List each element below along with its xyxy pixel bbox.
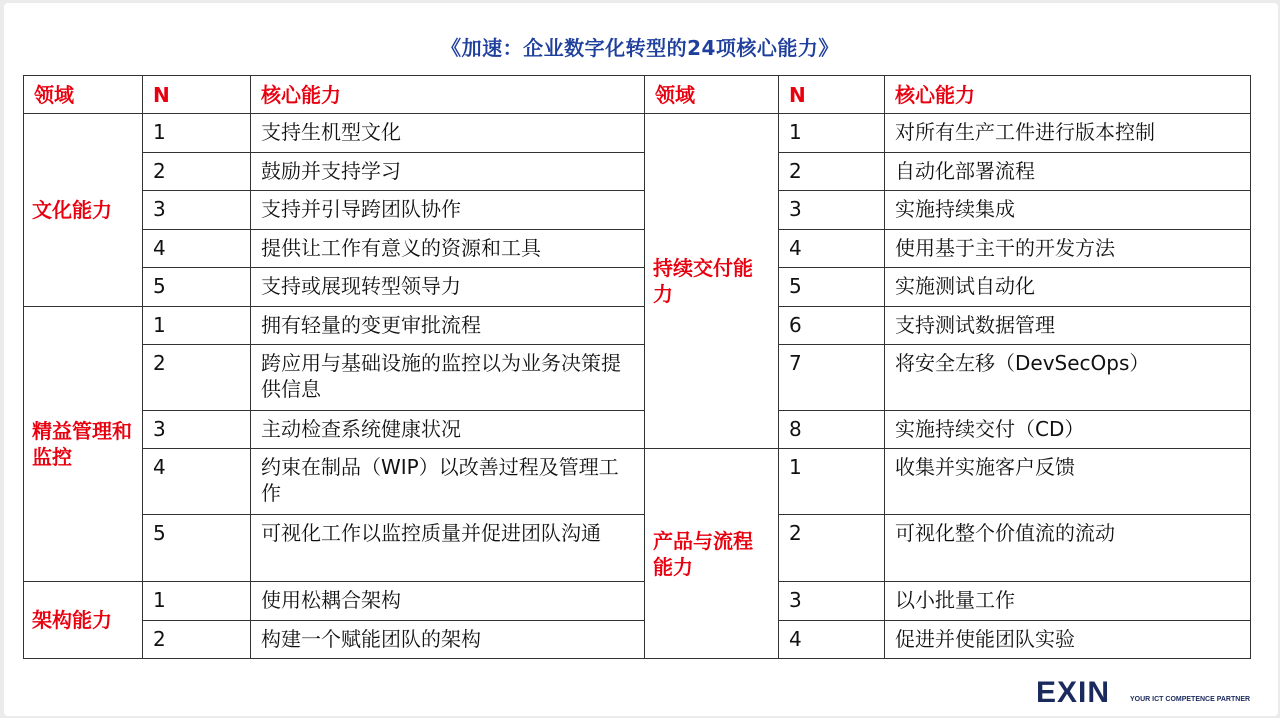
capability-cell: 拥有轻量的变更审批流程 bbox=[251, 307, 645, 345]
header-n: N bbox=[779, 76, 885, 114]
n-cell: 1 bbox=[779, 449, 885, 515]
capability-cell: 约束在制品（WIP）以改善过程及管理工作 bbox=[251, 449, 645, 515]
n-cell: 1 bbox=[143, 307, 251, 345]
table-row bbox=[24, 582, 1251, 621]
capability-cell: 提供让工作有意义的资源和工具 bbox=[251, 230, 645, 268]
capability-cell: 使用松耦合架构 bbox=[251, 582, 645, 621]
header-row bbox=[24, 76, 1251, 114]
n-cell: 2 bbox=[143, 345, 251, 411]
capability-cell: 主动检查系统健康状况 bbox=[251, 411, 645, 449]
n-cell: 3 bbox=[779, 191, 885, 230]
header-domain: 领域 bbox=[24, 76, 143, 114]
n-cell: 5 bbox=[779, 268, 885, 307]
table-row bbox=[24, 268, 1251, 307]
capability-cell: 支持并引导跨团队协作 bbox=[251, 191, 645, 230]
capability-cell: 自动化部署流程 bbox=[885, 153, 1251, 191]
n-cell: 1 bbox=[779, 114, 885, 153]
n-cell: 5 bbox=[143, 268, 251, 307]
table-row bbox=[24, 345, 1251, 411]
logo-mark: EXIN bbox=[1036, 676, 1111, 709]
table-row bbox=[24, 153, 1251, 191]
slide-title: 《加速：企业数字化转型的24项核心能力》 bbox=[441, 36, 839, 60]
capability-cell: 对所有生产工件进行版本控制 bbox=[885, 114, 1251, 153]
capability-cell: 实施持续集成 bbox=[885, 191, 1251, 230]
table-row bbox=[24, 411, 1251, 449]
table-row bbox=[24, 230, 1251, 268]
table-row bbox=[24, 191, 1251, 230]
capability-cell: 可视化整个价值流的流动 bbox=[885, 515, 1251, 582]
n-cell: 6 bbox=[779, 307, 885, 345]
n-cell: 2 bbox=[143, 153, 251, 191]
n-cell: 7 bbox=[779, 345, 885, 411]
n-cell: 4 bbox=[143, 230, 251, 268]
header-domain: 领域 bbox=[645, 76, 779, 114]
capability-cell: 实施测试自动化 bbox=[885, 268, 1251, 307]
domain-cell: 文化能力 bbox=[24, 114, 143, 307]
n-cell: 2 bbox=[779, 515, 885, 582]
capability-cell: 支持或展现转型领导力 bbox=[251, 268, 645, 307]
table-row bbox=[24, 621, 1251, 659]
table-row bbox=[24, 114, 1251, 153]
capability-cell: 使用基于主干的开发方法 bbox=[885, 230, 1251, 268]
n-cell: 1 bbox=[143, 114, 251, 153]
domain-cell: 精益管理和监控 bbox=[24, 307, 143, 582]
exin-logo bbox=[1036, 676, 1276, 712]
header-capability: 核心能力 bbox=[251, 76, 645, 114]
domain-cell: 产品与流程能力 bbox=[645, 449, 779, 659]
table-row bbox=[24, 449, 1251, 515]
n-cell: 2 bbox=[143, 621, 251, 659]
n-cell: 5 bbox=[143, 515, 251, 582]
capability-cell: 支持生机型文化 bbox=[251, 114, 645, 153]
n-cell: 3 bbox=[779, 582, 885, 621]
n-cell: 4 bbox=[779, 621, 885, 659]
capability-cell: 实施持续交付（CD） bbox=[885, 411, 1251, 449]
n-cell: 3 bbox=[143, 191, 251, 230]
capability-cell: 以小批量工作 bbox=[885, 582, 1251, 621]
capability-cell: 构建一个赋能团队的架构 bbox=[251, 621, 645, 659]
capability-cell: 收集并实施客户反馈 bbox=[885, 449, 1251, 515]
n-cell: 3 bbox=[143, 411, 251, 449]
domain-cell: 架构能力 bbox=[24, 582, 143, 659]
header-capability: 核心能力 bbox=[885, 76, 1251, 114]
domain-cell: 持续交付能力 bbox=[645, 114, 779, 449]
capabilities-table bbox=[23, 75, 1251, 659]
capability-cell: 鼓励并支持学习 bbox=[251, 153, 645, 191]
capability-cell: 支持测试数据管理 bbox=[885, 307, 1251, 345]
table-row bbox=[24, 307, 1251, 345]
n-cell: 4 bbox=[779, 230, 885, 268]
n-cell: 4 bbox=[143, 449, 251, 515]
header-n: N bbox=[143, 76, 251, 114]
n-cell: 1 bbox=[143, 582, 251, 621]
capability-cell: 可视化工作以监控质量并促进团队沟通 bbox=[251, 515, 645, 582]
n-cell: 8 bbox=[779, 411, 885, 449]
capability-cell: 促进并使能团队实验 bbox=[885, 621, 1251, 659]
capability-cell: 将安全左移（DevSecOps） bbox=[885, 345, 1251, 411]
table-row bbox=[24, 515, 1251, 582]
capability-cell: 跨应用与基础设施的监控以为业务决策提供信息 bbox=[251, 345, 645, 411]
logo-tagline: YOUR ICT COMPETENCE PARTNER bbox=[1130, 696, 1251, 703]
n-cell: 2 bbox=[779, 153, 885, 191]
